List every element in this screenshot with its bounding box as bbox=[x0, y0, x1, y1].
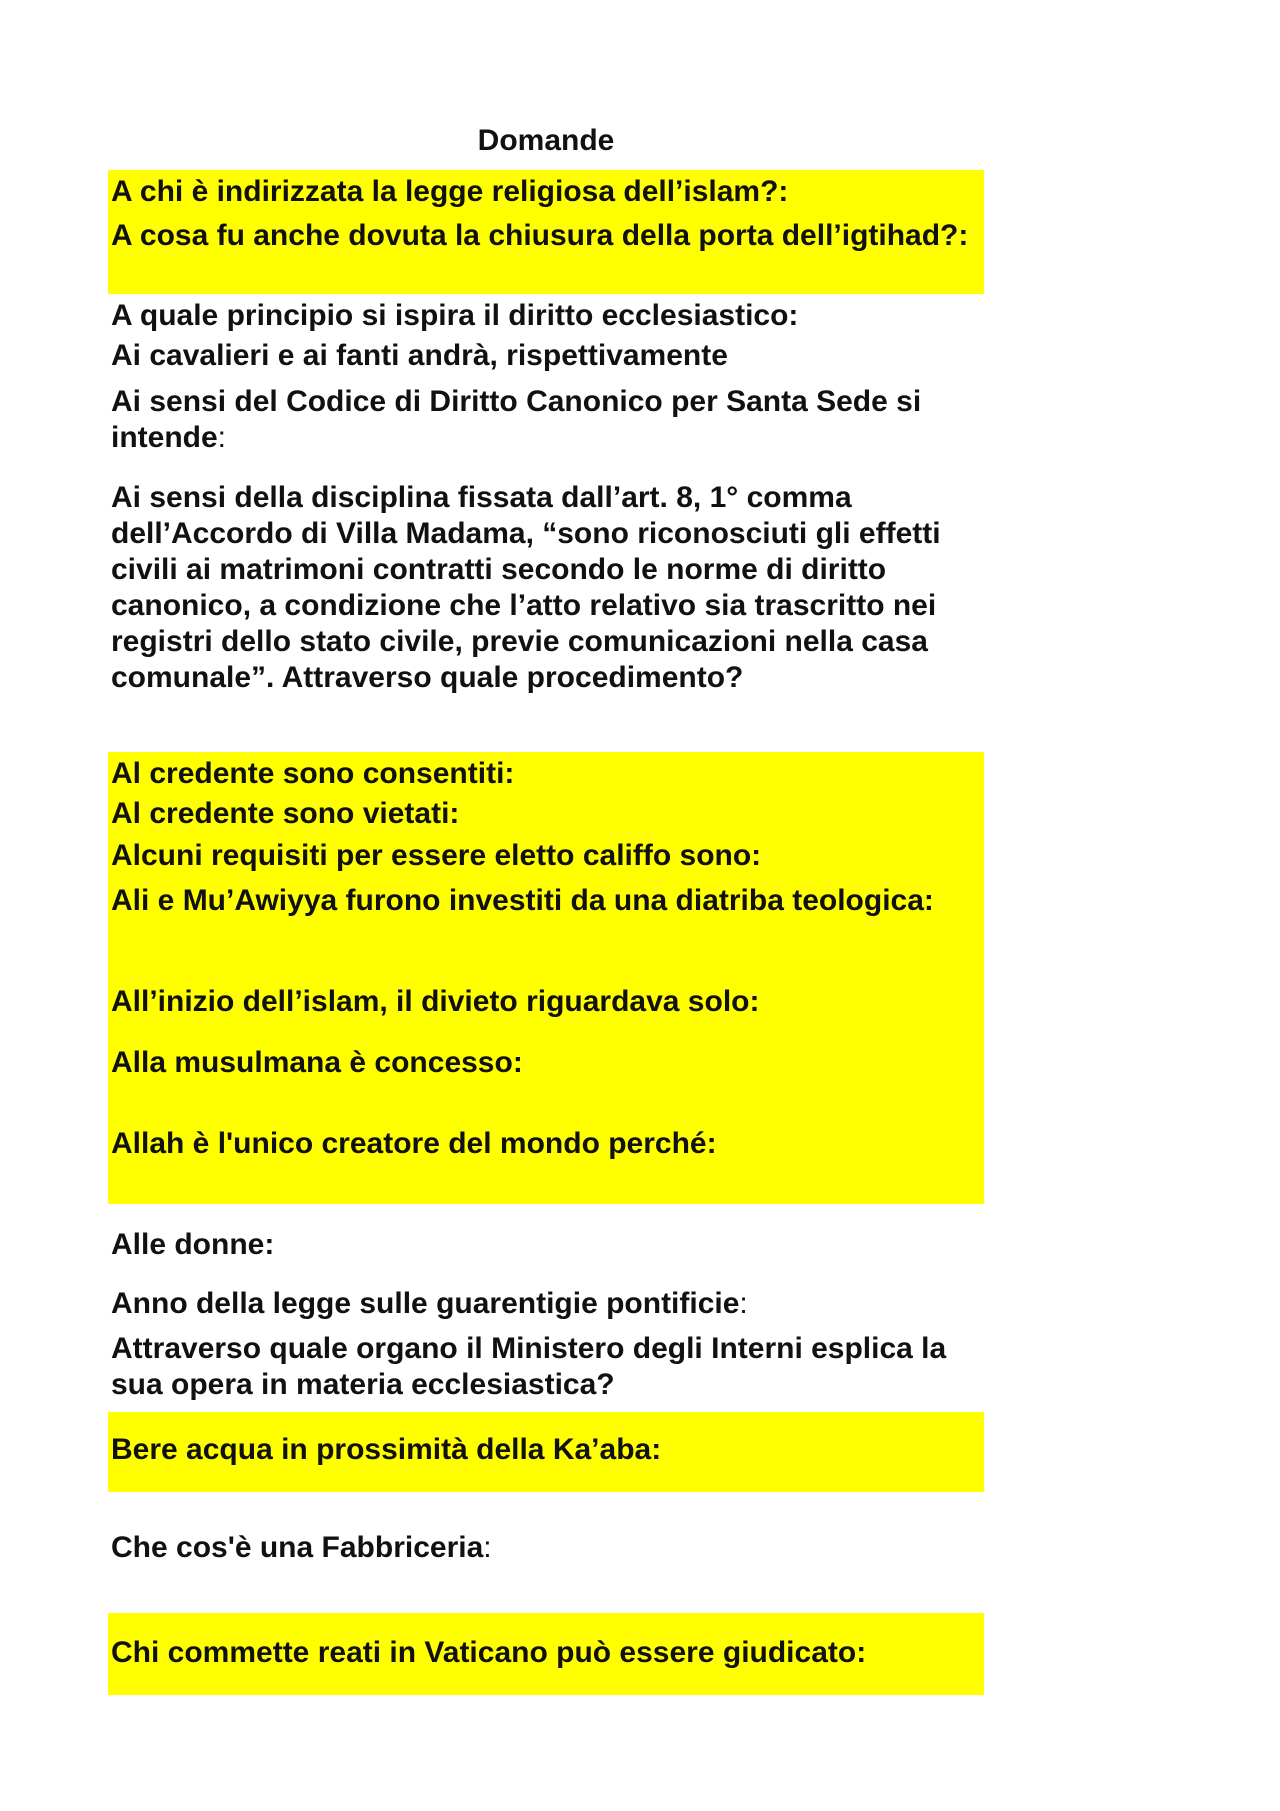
question-text: Al credente sono consentiti: bbox=[111, 757, 515, 790]
question-text: Bere acqua in prossimità della Ka’aba: bbox=[111, 1433, 662, 1466]
question-item bbox=[111, 1045, 981, 1081]
question-text: Alla musulmana è concesso: bbox=[111, 1046, 523, 1079]
question-item bbox=[111, 218, 981, 254]
question-item bbox=[111, 1530, 981, 1566]
question-text: All’inizio dell’islam, il divieto riguardava solo: bbox=[111, 985, 760, 1018]
question-text: Ai sensi della disciplina fissata dall’art. 8, 1° comma dell’Accordo di Villa Madama, “sono riconosciuti gli effetti civili ai matrimoni contratti secondo le norme di diritto canonico, a condizione che l’atto relativo sia trascritto nei registri dello stato civile, previe comunicazioni nella casa comunale”. Attraverso quale procedimento? bbox=[111, 481, 941, 694]
question-item bbox=[111, 1286, 981, 1322]
question-item bbox=[111, 1635, 981, 1671]
question-item bbox=[111, 384, 981, 456]
question-item bbox=[111, 298, 981, 334]
question-colon: : bbox=[217, 421, 227, 454]
question-text: Allah è l'unico creatore del mondo perché: bbox=[111, 1127, 717, 1160]
question-item bbox=[111, 1227, 981, 1263]
question-colon: : bbox=[739, 1287, 748, 1320]
question-item bbox=[111, 1331, 981, 1403]
question-item bbox=[111, 338, 981, 374]
question-text: Ai cavalieri e ai fanti andrà, rispettivamente bbox=[111, 339, 728, 372]
question-item bbox=[111, 756, 981, 792]
question-colon: : bbox=[483, 1531, 492, 1564]
question-text: Attraverso quale organo il Ministero degli Interni esplica la sua opera in materia ecclesiastica? bbox=[111, 1332, 947, 1401]
question-item bbox=[111, 838, 981, 874]
question-text: Anno della legge sulle guarentigie pontificie bbox=[111, 1287, 740, 1320]
question-item bbox=[111, 174, 981, 210]
question-text: A cosa fu anche dovuta la chiusura della porta dell’igtihad?: bbox=[111, 219, 969, 252]
question-item bbox=[111, 480, 981, 696]
question-text: Ai sensi del Codice di Diritto Canonico per Santa Sede si intende bbox=[111, 385, 922, 454]
question-item bbox=[111, 796, 981, 832]
question-text: Alcuni requisiti per essere eletto califfo sono: bbox=[111, 839, 762, 872]
question-text: Alle donne: bbox=[111, 1228, 275, 1261]
question-text: Chi commette reati in Vaticano può essere giudicato: bbox=[111, 1636, 867, 1669]
question-item bbox=[111, 883, 981, 919]
question-item bbox=[111, 1432, 981, 1468]
question-text: A quale principio si ispira il diritto ecclesiastico: bbox=[111, 299, 799, 332]
page-title: Domande bbox=[477, 124, 615, 157]
question-text: Al credente sono vietati: bbox=[111, 797, 460, 830]
question-text: A chi è indirizzata la legge religiosa dell’islam?: bbox=[111, 175, 789, 208]
question-item bbox=[111, 984, 981, 1020]
question-item bbox=[111, 1126, 981, 1162]
question-text: Ali e Mu’Awiyya furono investiti da una diatriba teologica: bbox=[111, 884, 934, 917]
question-text: Che cos'è una Fabbriceria bbox=[111, 1531, 484, 1564]
